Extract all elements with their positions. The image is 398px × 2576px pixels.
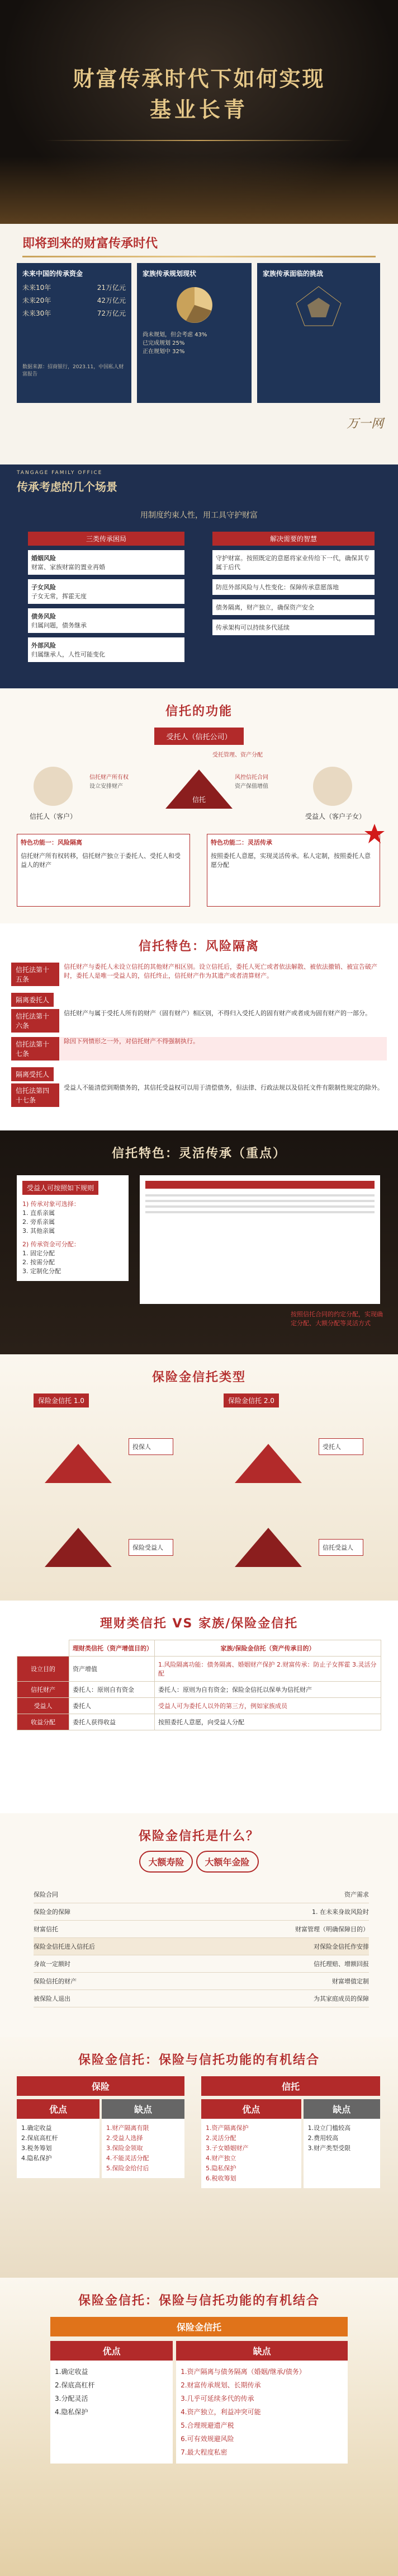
type-2-head: 保险金信托 2.0 <box>224 1393 279 1407</box>
col-header: 家族/保险金信托（资产传承目的） <box>154 1640 381 1657</box>
star-icon <box>363 823 386 845</box>
block-head: 信托 <box>201 2076 380 2096</box>
insurance-trust-block <box>50 2317 348 2464</box>
combination-section <box>0 2037 398 2278</box>
comparison-table <box>17 1640 381 1730</box>
law-row: 信托法第十六条 信托财产与属于受托人所有的财产（固有财产）相区别，不得归入受托人的固有财产或者成为固有财产的一部分。 <box>11 1009 387 1033</box>
block-head: 保险金信托 <box>50 2317 348 2336</box>
label-trustee: 受托人 <box>319 1438 363 1455</box>
card-title: 家族传承规划现状 <box>143 270 197 278</box>
left-column <box>28 532 184 662</box>
trust-center-label: 信托 <box>192 796 206 804</box>
table-header <box>17 1640 381 1657</box>
rule-item: 2. 旁系亲属 <box>22 1218 55 1226</box>
label-policyholder: 投保人 <box>129 1438 173 1455</box>
rules-head: 受益人可按照如下规则 <box>22 1181 98 1195</box>
solution-item: 债务隔离，财产独立，确保资产安全 <box>212 599 375 615</box>
beneficiary-avatar <box>313 767 352 806</box>
cons-col: 缺点 1.财产隔离有限 2.受益人选择 3.保险金领取 4.不能灵活分配 5.保险金给付后 <box>102 2099 184 2178</box>
fund-card <box>17 263 131 403</box>
pill-row <box>0 1851 398 1873</box>
flow-row: 保险金的保障 1. 在未来身故风险时 <box>34 1903 369 1921</box>
card-title: 未来中国的传承资金 <box>22 270 83 278</box>
doc-line <box>145 1205 375 1208</box>
gold-divider <box>22 256 376 257</box>
right-head: 解决需要的智慧 <box>212 532 375 546</box>
type-2-triangle-lower <box>235 1528 302 1567</box>
label-insurance-beneficiary: 保险受益人 <box>129 1539 173 1556</box>
section-title: 信托特色：风险隔离 <box>138 940 259 954</box>
type-1-triangle-lower <box>45 1528 112 1567</box>
section-title: 信托的功能 <box>165 705 233 719</box>
badge: TANGAGE FAMILY OFFICE <box>17 470 103 476</box>
rule-title: 2) 传承资金可分配： <box>22 1241 80 1248</box>
beneficiary-label: 受益人（客户子女） <box>305 813 366 820</box>
right-column <box>212 532 375 635</box>
law-row: 信托法第十五条 信托财产与委托人未设立信托的其他财产相区别。设立信托后，委托人死亡或者依法解散、被依法撤销、被宣告破产时，委托人是唯一受益人的，信托终止，信托财产作为其遗产或者清算财产。 <box>11 963 387 986</box>
trustee-duties: 受托管理、资产分配 <box>212 752 263 758</box>
scenario-section <box>0 464 398 688</box>
rules-box <box>17 1175 129 1281</box>
note: 按照信托合同的约定分配，实现确定分配、大额分配等灵活方式 <box>291 1311 383 1327</box>
law-row: 信托法第四十七条 受益人不能清偿到期债务的，其信托受益权可以用于清偿债务，但法律、行政法规以及信托文件有限制性规定的除外。 <box>11 1083 387 1107</box>
subtitle: 用制度约束人性，用工具守护财富 <box>140 511 258 520</box>
plan-item: 正在规划中 32% <box>143 349 185 355</box>
table-row: 受益人 委托人 受益人可为委托人以外的第三方，例如家族成员 <box>17 1698 381 1714</box>
flow-list <box>34 1886 369 2007</box>
document-image <box>140 1175 380 1304</box>
risk-item: 外部风险 归属继承人，人性可能变化 <box>28 637 184 662</box>
settlor-avatar <box>34 767 73 806</box>
flexible-inheritance-section <box>0 1130 398 1354</box>
doc-line <box>145 1211 375 1213</box>
flow-row: 财富信托 财富管理（明确保障目的） <box>34 1921 369 1938</box>
card-title: 家族传承面临的挑战 <box>263 270 324 278</box>
box-text: 按照委托人意愿，实现灵活传承。私人定制，按照委托人意愿分配 <box>211 852 371 869</box>
flow-row: 身故一定额时 信托理赔、增额回报 <box>34 1955 369 1973</box>
box-label: 特色功能二：灵活传承 <box>211 839 272 846</box>
rule-item: 1. 直系亲属 <box>22 1209 55 1217</box>
trust-types-section <box>0 1354 398 1601</box>
box-text: 信托财产所有权转移，信托财产独立于委托人、受托人和受益人的财产 <box>21 852 181 869</box>
risk-isolation-section <box>0 923 398 1130</box>
challenge-card <box>257 263 380 403</box>
box-label: 特色功能一：风险隔离 <box>21 839 82 846</box>
flow-row: 保险金信托进入信托后 对保险金信托作安排 <box>34 1938 369 1955</box>
rule-item: 3. 定制化分配 <box>22 1268 61 1275</box>
section-title: 保险金信托：保险与信托功能的有机结合 <box>78 2053 320 2067</box>
left-head: 三类传承困局 <box>28 532 184 546</box>
col-header: 理财类信托（资产增值目的） <box>69 1640 155 1657</box>
section-title: 保险金信托：保险与信托功能的有机结合 <box>78 2294 320 2308</box>
type-1-head: 保险金信托 1.0 <box>34 1393 89 1407</box>
trust-block <box>201 2076 380 2188</box>
pill: 大额年金险 <box>196 1851 259 1873</box>
fund-row: 未来20年 42万亿元 <box>22 297 126 304</box>
block-columns <box>50 2341 348 2464</box>
flexible-box <box>207 834 380 907</box>
plan-item: 尚未规划，但会考虑 43% <box>143 332 207 338</box>
solution-item: 守护财富。按照既定的意愿将家业传给下一代，确保其专属于后代 <box>212 550 375 575</box>
pill: 大额寿险 <box>139 1851 193 1873</box>
pros-col: 优点 1.资产隔离保护 2.灵活分配 3.子女婚姻财产 4.财产独立 5.隐私保护 6.税收筹划 <box>201 2099 301 2188</box>
law-list <box>11 963 387 1111</box>
pie-icon <box>172 283 217 327</box>
section-title: 理财类信托 VS 家族/保险金信托 <box>100 1617 298 1631</box>
flow-row: 被保险人退出 为其家庭成员的保障 <box>34 1990 369 2007</box>
rule-item: 1. 固定分配 <box>22 1250 55 1257</box>
rule-title: 1) 传承对象可选择： <box>22 1200 80 1208</box>
cons-col: 缺点 1.设立门槛较高 2.费用较高 3.财产类型受限 <box>304 2099 380 2188</box>
insurance-trust-section <box>0 2278 398 2576</box>
isolation-box <box>17 834 190 907</box>
settlor-label: 信托人（客户） <box>29 813 77 820</box>
table-row: 信托财产 委托人：原则自有资金 委托人：原则为自有资金；保险金信托以保单为信托财产 <box>17 1682 381 1698</box>
card-note: 数据来源：招商银行，2023.11，中国私人财富报告 <box>22 364 124 377</box>
left-tag: 信托财产所有权 <box>89 775 129 781</box>
plan-card <box>137 263 252 403</box>
highlight-tag: 隔离受托人 <box>11 1067 54 1081</box>
right-tag: 资产保值增值 <box>235 783 268 790</box>
risk-item: 债务风险 归属问题，债务继承 <box>28 608 184 633</box>
trust-function-section <box>0 688 398 923</box>
pros-col: 优点 1.确定收益 2.保底高杠杆 3.税务筹划 4.隐私保护 <box>17 2099 100 2178</box>
rule-item: 2. 按需分配 <box>22 1259 55 1266</box>
wealth-era-section <box>0 224 398 464</box>
plan-item: 已完成规划 25% <box>143 340 185 346</box>
flow-row: 保险信托的财产 财富增值定制 <box>34 1973 369 1990</box>
hero-title-line1: 财富传承时代下如何实现 <box>73 67 325 91</box>
section-title: 保险金信托类型 <box>151 1371 246 1385</box>
signature: 万一网 <box>347 417 384 431</box>
solution-item: 传承架构可以持续多代延续 <box>212 620 375 635</box>
fund-row: 未来10年 21万亿元 <box>22 284 126 292</box>
radar-icon <box>293 284 344 329</box>
table-row: 设立目的 资产增值 1.风险隔离功能：债务隔离、婚姻财产保护 2.财富传承：防止子女挥霍 3.灵活分配 <box>17 1657 381 1682</box>
type-1-triangle <box>45 1444 112 1483</box>
pros-col: 优点 1.确定收益 2.保底高杠杆 3.分配灵活 4.隐私保护 <box>50 2341 173 2464</box>
what-is-section <box>0 1813 398 2037</box>
left-tag: 设立安排财产 <box>89 783 123 790</box>
insurance-block <box>17 2076 184 2178</box>
label-trust-beneficiary: 信托受益人 <box>319 1539 363 1556</box>
hero-divider <box>45 140 353 141</box>
trustee-box: 受托人（信托公司） <box>154 728 244 745</box>
block-head: 保险 <box>17 2076 184 2096</box>
hero-title-line2: 基业长青 <box>149 97 248 122</box>
highlight-tag: 隔离委托人 <box>11 993 54 1007</box>
block-columns <box>201 2099 380 2188</box>
section-title: 保险金信托是什么？ <box>138 1829 259 1843</box>
table-row: 收益分配 委托人获得收益 按照委托人意愿，向受益人分配 <box>17 1714 381 1730</box>
risk-item: 子女风险 子女无常，挥霍无度 <box>28 579 184 604</box>
risk-item: 婚姻风险 财富、家族财富的置业再婚 <box>28 550 184 575</box>
block-columns <box>17 2099 184 2178</box>
section-title: 传承考虑的几个场景 <box>17 480 117 494</box>
law-row: 信托法第十七条 除因下列情形之一外，对信托财产不得强制执行。 <box>11 1037 387 1061</box>
solution-item: 防范外部风险与人性变化：保障传承意愿落地 <box>212 579 375 595</box>
doc-line <box>145 1194 375 1196</box>
cons-col: 缺点 1.资产隔离与债务隔离（婚姻/继承/债务） 2.财富传承规划、长期传承 3.几乎可延续多代的传承 4.资产独立，利益冲突可能 5.合理规避遗产税 6.可有效规避风险 7.最大程度私密 <box>176 2341 348 2464</box>
type-2-triangle <box>235 1444 302 1483</box>
section-title: 信托特色：灵活传承（重点） <box>111 1147 286 1161</box>
doc-header <box>145 1181 375 1189</box>
doc-line <box>145 1200 375 1202</box>
fund-row: 未来30年 72万亿元 <box>22 309 126 317</box>
hero-section <box>0 0 398 224</box>
comparison-section <box>0 1601 398 1813</box>
hero-glow <box>0 157 398 224</box>
flow-row: 保险合同 资产需求 <box>34 1886 369 1903</box>
rule-item: 3. 其他亲属 <box>22 1227 55 1235</box>
section-title: 即将到来的财富传承时代 <box>22 237 158 251</box>
right-tag: 风控信托合同 <box>235 775 268 781</box>
